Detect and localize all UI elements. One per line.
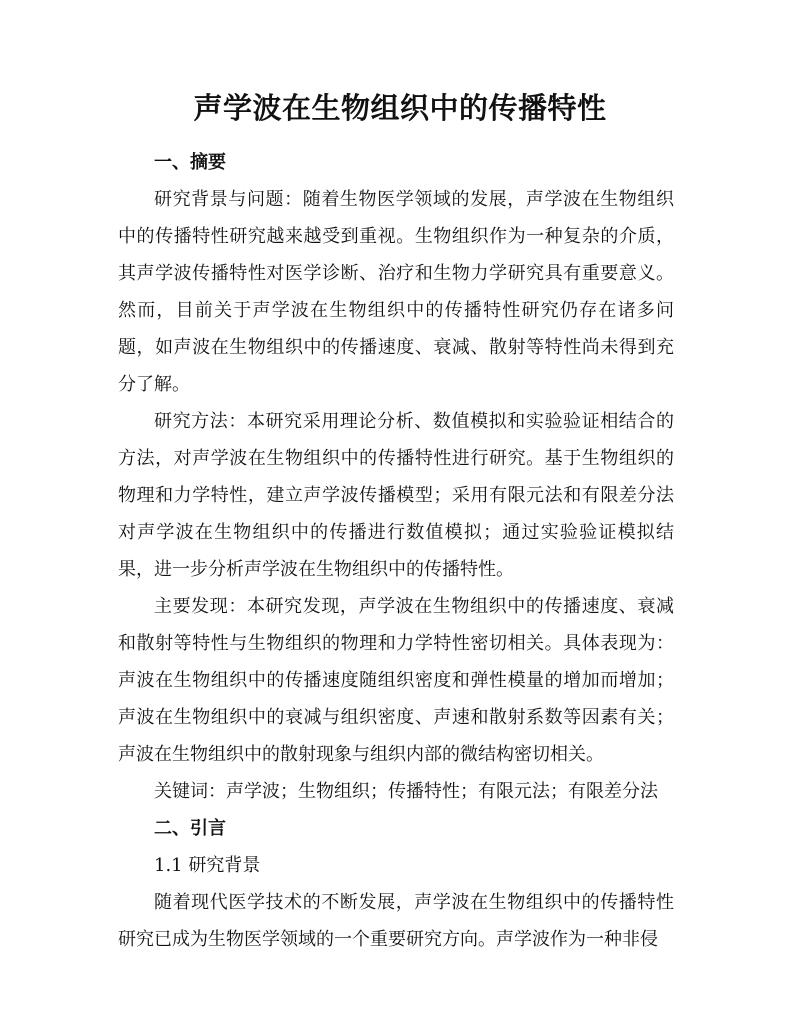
abstract-paragraph-findings: 主要发现：本研究发现，声学波在生物组织中的传播速度、衰减和散射等特性与生物组织的物理和力学特性密切相关。具体表现为：声波在生物组织中的传播速度随组织密度和弹性模量的增加而增加；声波在生物组织中的衰减与组织密度、声速和散射系数等因素有关；声波在生物组织中的散射现象与组织内部的微结构密切相关。 (118, 596, 674, 765)
document-title: 声学波在生物组织中的传播特性 (193, 91, 607, 125)
document-body (118, 144, 674, 958)
abstract-paragraph-background: 研究背景与问题：随着生物医学领域的发展，声学波在生物组织中的传播特性研究越来越受到重视。生物组织作为一种复杂的介质，其声学波传播特性对医学诊断、治疗和生物力学研究具有重要意义。然而，目前关于声学波在生物组织中的传播特性研究仍存在诸多问题，如声波在生物组织中的传播速度、衰减、散射等特性尚未得到充分了解。 (118, 189, 674, 395)
subsection-heading-background: 1.1 研究背景 (154, 855, 261, 876)
section-heading-introduction: 二、引言 (154, 818, 226, 839)
introduction-paragraph: 随着现代医学技术的不断发展，声学波在生物组织中的传播特性研究已成为生物医学领域的一个重要研究方向。声学波作为一种非侵 (118, 892, 674, 950)
section-heading-abstract: 一、摘要 (154, 152, 226, 173)
abstract-paragraph-methods: 研究方法：本研究采用理论分析、数值模拟和实验验证相结合的方法，对声学波在生物组织中的传播特性进行研究。基于生物组织的物理和力学特性，建立声学波传播模型；采用有限元法和有限差分法对声学波在生物组织中的传播进行数值模拟；通过实验验证模拟结果，进一步分析声学波在生物组织中的传播特性。 (118, 411, 674, 580)
keywords: 关键词：声学波；生物组织；传播特性；有限元法；有限差分法 (154, 781, 658, 802)
